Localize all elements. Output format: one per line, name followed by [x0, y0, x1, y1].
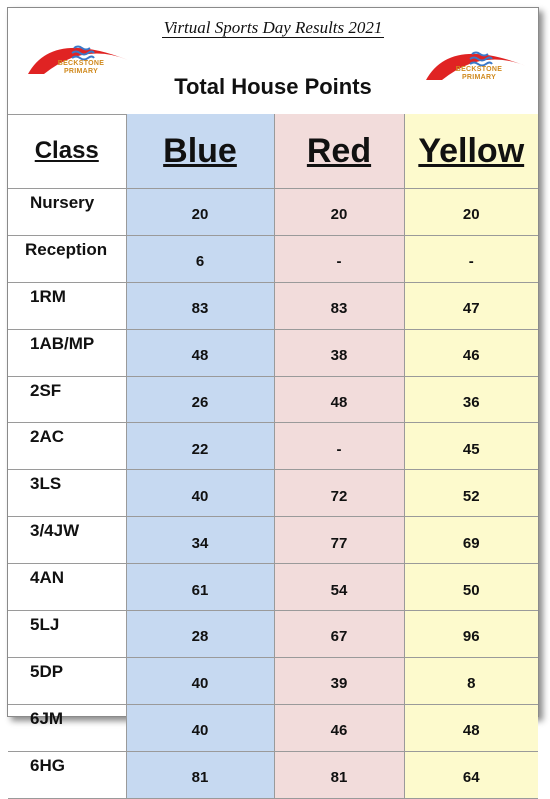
blue-points-cell: 40 [126, 704, 274, 751]
class-cell: 6HG [8, 751, 126, 798]
yellow-points-cell: 64 [404, 751, 538, 798]
logo-line2: PRIMARY [63, 68, 99, 75]
header-blue: Blue [126, 114, 274, 189]
class-cell: Nursery [8, 189, 126, 236]
red-points-cell: 48 [274, 376, 404, 423]
page-title: Total House Points [174, 74, 372, 99]
blue-points-cell: 26 [126, 376, 274, 423]
table-row [8, 611, 538, 658]
logo-line2: PRIMARY [461, 74, 497, 81]
table-row [8, 189, 538, 236]
yellow-points-cell: 20 [404, 189, 538, 236]
header-class: Class [8, 114, 126, 189]
class-cell: 2AC [8, 423, 126, 470]
table-row [8, 564, 538, 611]
class-cell: 2SF [8, 376, 126, 423]
blue-points-cell: 81 [126, 751, 274, 798]
table-row [8, 751, 538, 798]
table-header-row [8, 114, 538, 189]
red-points-cell: - [274, 423, 404, 470]
red-points-cell: 67 [274, 611, 404, 658]
yellow-points-cell: 96 [404, 611, 538, 658]
yellow-points-cell: 8 [404, 657, 538, 704]
red-points-cell: 81 [274, 751, 404, 798]
yellow-points-cell: - [404, 235, 538, 282]
class-cell: 3LS [8, 470, 126, 517]
class-cell: 1AB/MP [8, 329, 126, 376]
red-points-cell: 20 [274, 189, 404, 236]
yellow-points-cell: 36 [404, 376, 538, 423]
yellow-points-cell: 45 [404, 423, 538, 470]
table-row [8, 282, 538, 329]
blue-points-cell: 40 [126, 657, 274, 704]
red-points-cell: 39 [274, 657, 404, 704]
yellow-points-cell: 69 [404, 517, 538, 564]
table-row [8, 329, 538, 376]
class-cell: 6JM [8, 704, 126, 751]
header-red: Red [274, 114, 404, 189]
blue-points-cell: 22 [126, 423, 274, 470]
header-yellow: Yellow [404, 114, 538, 189]
class-cell: 5DP [8, 657, 126, 704]
blue-points-cell: 28 [126, 611, 274, 658]
class-cell: 4AN [8, 564, 126, 611]
sheet-header [8, 8, 538, 115]
house-points-table [8, 114, 538, 799]
red-points-cell: 72 [274, 470, 404, 517]
blue-points-cell: 20 [126, 189, 274, 236]
logo-line1: BECKSTONE [455, 66, 503, 73]
yellow-points-cell: 52 [404, 470, 538, 517]
blue-points-cell: 40 [126, 470, 274, 517]
blue-points-cell: 6 [126, 235, 274, 282]
red-points-cell: 77 [274, 517, 404, 564]
table-row [8, 376, 538, 423]
blue-points-cell: 83 [126, 282, 274, 329]
table-row [8, 423, 538, 470]
results-sheet [7, 7, 539, 787]
blue-points-cell: 61 [126, 564, 274, 611]
logo-line1: BECKSTONE [57, 60, 105, 67]
table-row [8, 235, 538, 282]
yellow-points-cell: 48 [404, 704, 538, 751]
red-points-cell: 83 [274, 282, 404, 329]
class-cell: 1RM [8, 282, 126, 329]
class-cell: 3/4JW [8, 517, 126, 564]
yellow-points-cell: 46 [404, 329, 538, 376]
yellow-points-cell: 47 [404, 282, 538, 329]
class-cell: Reception [8, 235, 126, 282]
class-cell: 5LJ [8, 611, 126, 658]
table-row [8, 517, 538, 564]
blue-points-cell: 34 [126, 517, 274, 564]
yellow-points-cell: 50 [404, 564, 538, 611]
red-points-cell: - [274, 235, 404, 282]
table-row [8, 470, 538, 517]
red-points-cell: 46 [274, 704, 404, 751]
red-points-cell: 54 [274, 564, 404, 611]
table-row [8, 657, 538, 704]
event-title: Virtual Sports Day Results 2021 [163, 18, 383, 37]
red-points-cell: 38 [274, 329, 404, 376]
blue-points-cell: 48 [126, 329, 274, 376]
